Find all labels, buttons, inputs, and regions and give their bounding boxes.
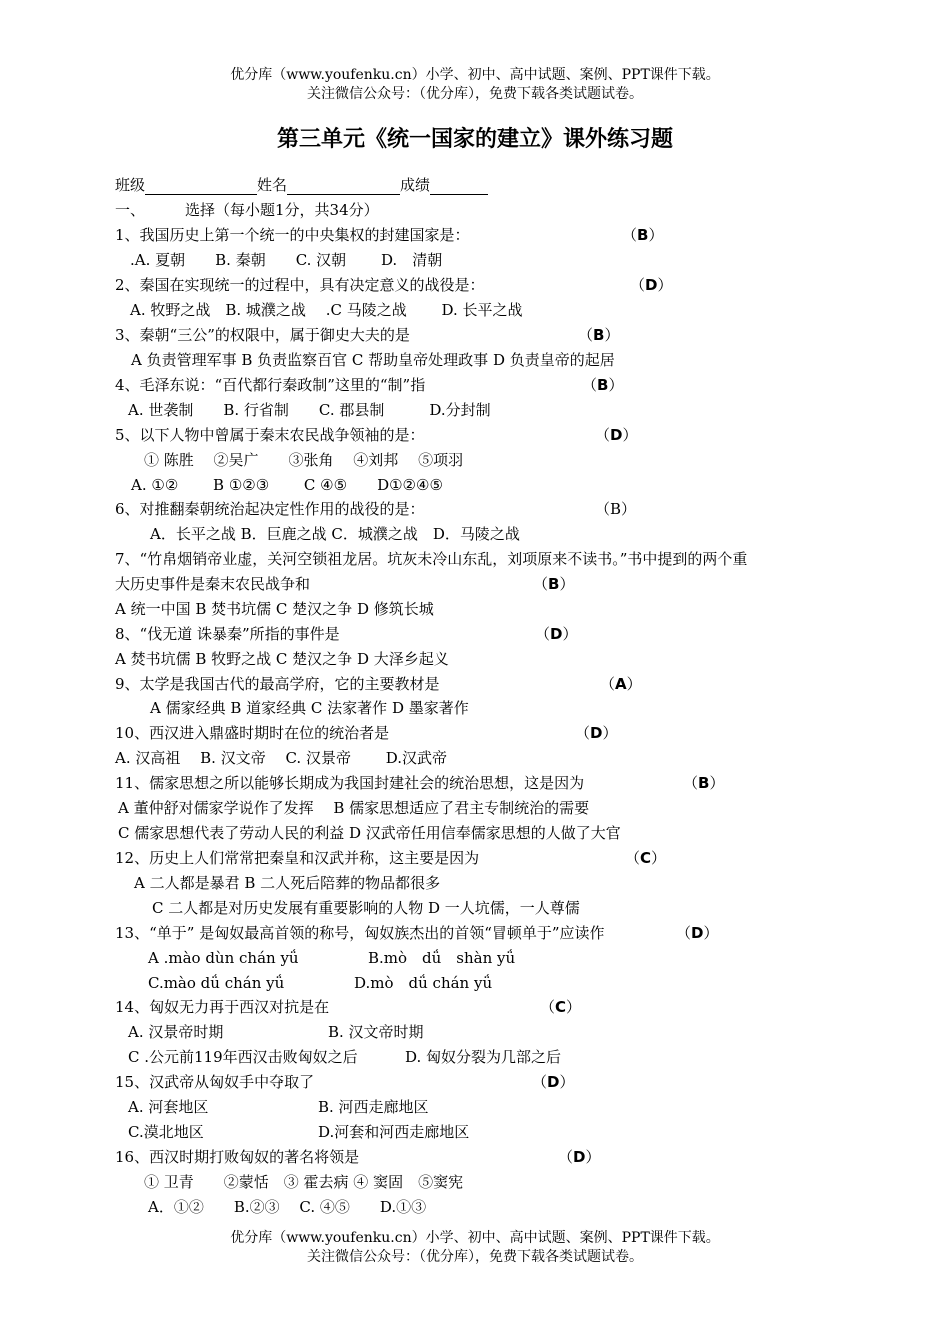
question-text: 11、儒家思想之所以能够长期成为我国封建社会的统治思想，这是因为 [115,774,585,792]
option-line: .A. 夏朝 B. 秦朝 C. 汉朝 D. 清朝 [130,251,443,269]
answer-letter: D [691,924,704,942]
answer-marker: （B） [683,774,725,792]
option-c: C.mào dǘ chán yǘ [148,974,285,992]
answer-letter: B [548,575,560,593]
answer-letter: D [573,1148,586,1166]
answer-letter: D [645,276,658,294]
option-line: A 统一中国 B 焚书坑儒 C 楚汉之争 D 修筑长城 [115,600,434,618]
class-label: 班级 [115,176,146,194]
option-line: ① 卫青 ②蒙恬 ③ 霍去病 ④ 窦固 ⑤窦宪 [144,1173,464,1191]
question-text: 13、“单于” 是匈奴最高首领的称号，匈奴族杰出的首领“冒顿单于”应读作 [115,924,605,942]
answer-marker: （C） [625,849,667,867]
answer-marker: （B） [578,326,620,344]
answer-marker: （D） [630,276,673,294]
question-text: 3、秦朝“三公”的权限中，属于御史大夫的是 [115,326,410,344]
answer-marker: （B） [595,500,637,518]
answer-marker: （D） [532,1073,575,1091]
score-label: 成绩 [400,176,431,194]
header-line-1: 优分库（www.youfenku.cn）小学、初中、高中试题、案例、PPT课件下载。 [230,67,720,83]
question-text: 12、历史上人们常常把秦皇和汉武并称，这主要是因为 [115,849,480,867]
answer-letter: D [547,1073,560,1091]
answer-letter: D [610,426,623,444]
answer-letter: B [610,500,622,518]
answer-letter: C [555,998,567,1016]
option-line: A. ①② B ①②③ C ④⑤ D①②④⑤ [131,476,443,494]
name-blank [287,179,400,195]
option-line: A 董仲舒对儒家学说作了发挥 B 儒家思想适应了君主专制统治的需要 [118,799,590,817]
option-line: A 负责管理军事 B 负责监察百官 C 帮助皇帝处理政事 D 负责皇帝的起居 [131,351,615,369]
answer-letter: B [597,376,609,394]
answer-marker: （D） [595,426,638,444]
student-info-row [115,175,488,195]
option-a: A .mào dùn chán yǘ [148,949,299,967]
answer-marker: （B） [533,575,575,593]
option-d: D.河套和河西走廊地区 [318,1123,470,1141]
option-b: B. 河西走廊地区 [318,1098,429,1116]
option-b: B.mò dǘ shàn yǘ [368,949,516,967]
section-label: 选择（每小题1分，共34分） [185,201,379,219]
option-line: C 二人都是对历史发展有重要影响的人物 D 一人坑儒，一人尊儒 [152,899,580,917]
option-line: A．长平之战 B．巨鹿之战 C．城濮之战 D．马陵之战 [150,525,520,543]
score-blank [430,179,488,195]
question-text: 2、秦国在实现统一的过程中，具有决定意义的战役是： [115,276,485,294]
section-heading [115,200,379,220]
page-title: 第三单元《统一国家的建立》课外练习题 [276,127,673,152]
answer-marker: （B） [582,376,624,394]
answer-letter: D [590,724,603,742]
option-a: A. 河套地区 [128,1098,209,1116]
section-number: 一、 [115,201,146,219]
answer-letter: B [637,226,649,244]
class-blank [145,179,257,195]
question-text: 14、匈奴无力再于西汉对抗是在 [115,998,330,1016]
option-line: C 儒家思想代表了劳动人民的利益 D 汉武帝任用信奉儒家思想的人做了大官 [118,824,621,842]
question-text: 4、毛泽东说：“百代都行秦政制”这里的“制”指 [115,376,426,394]
footer-line-1: 优分库（www.youfenku.cn）小学、初中、高中试题、案例、PPT课件下载。 [230,1230,720,1246]
answer-letter: B [593,326,605,344]
footer-line-2: 关注微信公众号：（优分库），免费下载各类试题试卷。 [307,1249,643,1265]
question-text: 5、以下人物中曾属于秦末农民战争领袖的是： [115,426,425,444]
option-line: A. 牧野之战 B. 城濮之战 .C 马陵之战 D. 长平之战 [130,301,523,319]
answer-marker: （D） [575,724,618,742]
question-text: 10、西汉进入鼎盛时期时在位的统治者是 [115,724,390,742]
question-text: 1、我国历史上第一个统一的中央集权的封建国家是： [115,226,470,244]
question-text: 9、太学是我国古代的最高学府，它的主要教材是 [115,675,440,693]
answer-letter: B [698,774,710,792]
question-text: 8、“伐无道 诛暴秦”所指的事件是 [115,625,340,643]
option-c: C .公元前119年西汉击败匈奴之后 [128,1048,358,1066]
answer-marker: （A） [600,675,642,693]
name-label: 姓名 [257,176,288,194]
option-d: D. 匈奴分裂为几部之后 [405,1048,562,1066]
option-c: C.漠北地区 [128,1123,204,1141]
answer-marker: （D） [535,625,578,643]
answer-marker: （C） [540,998,582,1016]
answer-letter: C [640,849,652,867]
answer-letter: D [550,625,563,643]
option-line: A. 汉高祖 B. 汉文帝 C. 汉景帝 D.汉武帝 [115,749,447,767]
answer-letter: A [615,675,627,693]
answer-marker: （D） [558,1148,601,1166]
header-line-2: 关注微信公众号：（优分库），免费下载各类试题试卷。 [307,86,643,102]
option-line: ① 陈胜 ②吴广 ③张角 ④刘邦 ⑤项羽 [144,451,464,469]
question-text: 7、“竹帛烟销帝业虚，关河空锁祖龙居。坑灰未冷山东乱，刘项原来不读书。”书中提到的两个重 [115,550,748,568]
question-text: 15、汉武帝从匈奴手中夺取了 [115,1073,315,1091]
question-text: 大历史事件是秦末农民战争和 [115,575,311,593]
option-line: A 焚书坑儒 B 牧野之战 C 楚汉之争 D 大泽乡起义 [115,650,449,668]
question-text: 16、西汉时期打败匈奴的著名将领是 [115,1148,360,1166]
option-d: D.mò dǘ chán yǘ [354,974,493,992]
question-text: 6、对推翻秦朝统治起决定性作用的战役的是： [115,500,425,518]
option-b: B. 汉文帝时期 [328,1023,424,1041]
answer-marker: （D） [676,924,719,942]
answer-marker: （B） [622,226,664,244]
option-line: A 二人都是暴君 B 二人死后陪葬的物品都很多 [134,874,441,892]
option-a: A. 汉景帝时期 [128,1023,224,1041]
option-line: A．①② B.②③ C. ④⑤ D.①③ [148,1198,427,1216]
option-line: A 儒家经典 B 道家经典 C 法家著作 D 墨家著作 [150,699,469,717]
option-line: A. 世袭制 B. 行省制 C. 郡县制 D.分封制 [128,401,491,419]
